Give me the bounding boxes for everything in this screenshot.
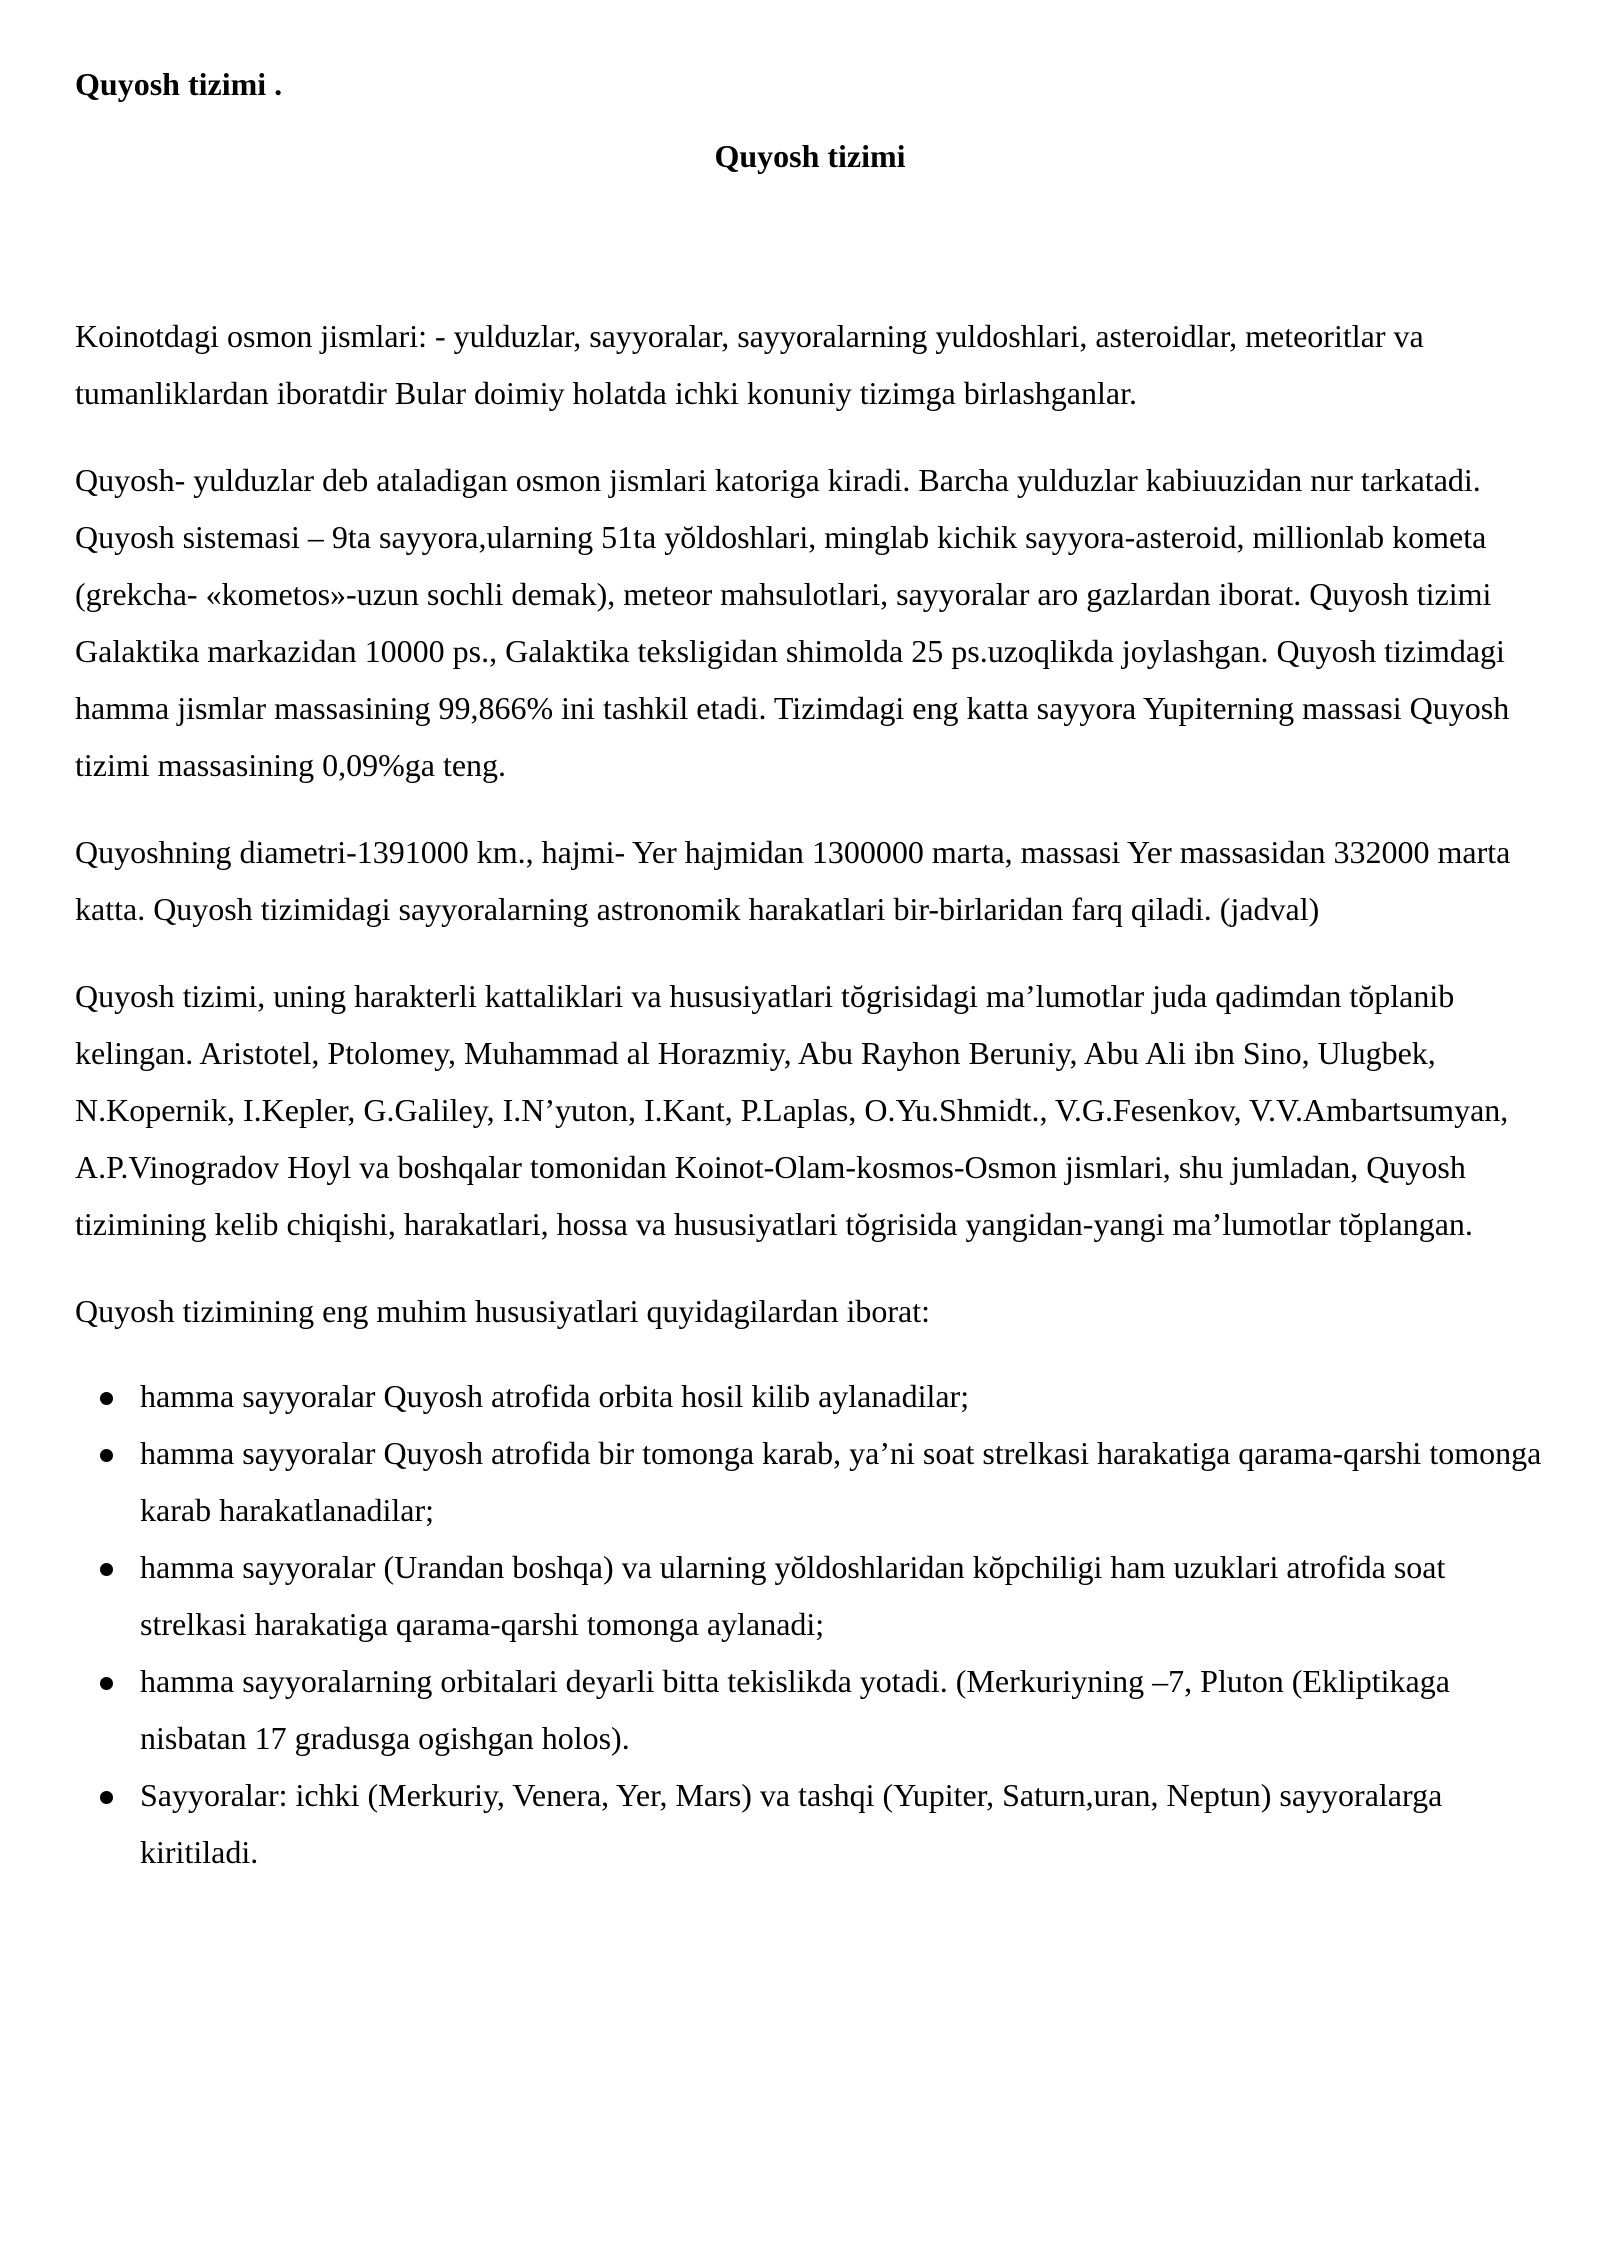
bullet-icon <box>100 1563 113 1576</box>
document-page <box>75 60 1545 1881</box>
feature-list <box>75 1368 1545 1881</box>
list-item <box>75 1368 1545 1425</box>
list-item-text: hamma sayyoralarning orbitalari deyarli bitta tekislikda yotadi. (Merkuriyning –7, Pluton (Ekliptikaga nisbatan 17 gradusga ogishgan holos). <box>140 1663 1450 1756</box>
paragraph-2: Quyosh- yulduzlar deb ataladigan osmon jismlari katoriga kiradi. Barcha yulduzlar kabiuuzidan nur tarkatadi. Quyosh sistemasi – 9ta sayyora,ularning 51ta yŏldoshlari, minglab kichik sayyora-asteroid, millionlab kometa (grekcha- «kometos»-uzun sochli demak), meteor mahsulotlari, sayyoralar aro gazlardan iborat. Quyosh tizimi Galaktika markazidan 10000 ps., Galaktika teksligidan shimolda 25 ps.uzoqlikda joylashgan. Quyosh tizimdagi hamma jismlar massasining 99,866% ini tashkil etadi. Tizimdagi eng katta sayyora Yupiterning massasi Quyosh tizimi massasining 0,09%ga teng. <box>75 462 1510 783</box>
list-item <box>75 1767 1545 1881</box>
bullet-icon <box>100 1677 113 1690</box>
bullet-icon <box>100 1449 113 1462</box>
list-item-text: hamma sayyoralar Quyosh atrofida orbita hosil kilib aylanadilar; <box>140 1378 970 1414</box>
features-intro: Quyosh tizimining eng muhim hususiyatlari quyidagilardan iborat: <box>75 1293 930 1329</box>
list-item <box>75 1539 1545 1653</box>
paragraph-4: Quyosh tizimi, uning harakterli kattaliklari va hususiyatlari tŏgrisidagi ma’lumotlar juda qadimdan tŏplanib kelingan. Aristotel, Ptolomey, Muhammad al Horazmiy, Abu Rayhon Beruniy, Abu Ali ibn Sino, Ulugbek, N.Kopernik, I.Kepler, G.Galiley, I.N’yuton, I.Kant, P.Laplas, O.Yu.Shmidt., V.G.Fesenkov, V.V.Ambartsumyan, A.P.Vinogradov Hoyl va boshqalar tomonidan Koinot-Olam-kosmos-Osmon jismlari, shu jumladan, Quyosh tizimining kelib chiqishi, harakatlari, hossa va hususiyatlari tŏgrisida yangidan-yangi ma’lumotlar tŏplangan. <box>75 978 1509 1242</box>
document-heading: Quyosh tizimi . <box>75 66 283 102</box>
paragraph-1: Koinotdagi osmon jismlari: - yulduzlar, sayyoralar, sayyoralarning yuldoshlari, asteroidlar, meteoritlar va tumanliklardan iboratdir Bular doimiy holatda ichki konuniy tizimga birlashganlar. <box>75 318 1424 411</box>
list-item-text: hamma sayyoralar (Urandan boshqa) va ularning yŏldoshlaridan kŏpchiligi ham uzuklari atrofida soat strelkasi harakatiga qarama-qarshi tomonga aylanadi; <box>140 1549 1446 1642</box>
bullet-icon <box>100 1791 113 1804</box>
list-item-text: hamma sayyoralar Quyosh atrofida bir tomonga karab, ya’ni soat strelkasi harakatiga qarama-qarshi tomonga karab harakatlanadilar; <box>140 1435 1542 1528</box>
list-item-text: Sayyoralar: ichki (Merkuriy, Venera, Yer, Mars) va tashqi (Yupiter, Saturn,uran, Neptun) sayyoralarga kiritiladi. <box>140 1777 1443 1870</box>
list-item <box>75 1425 1545 1539</box>
paragraph-3: Quyoshning diametri-1391000 km., hajmi- Yer hajmidan 1300000 marta, massasi Yer massasidan 332000 marta katta. Quyosh tizimidagi sayyoralarning astronomik harakatlari bir-birlaridan farq qiladi. (jadval) <box>75 834 1511 927</box>
bullet-icon <box>100 1392 113 1405</box>
document-title: Quyosh tizimi <box>714 138 906 174</box>
list-item <box>75 1653 1545 1767</box>
